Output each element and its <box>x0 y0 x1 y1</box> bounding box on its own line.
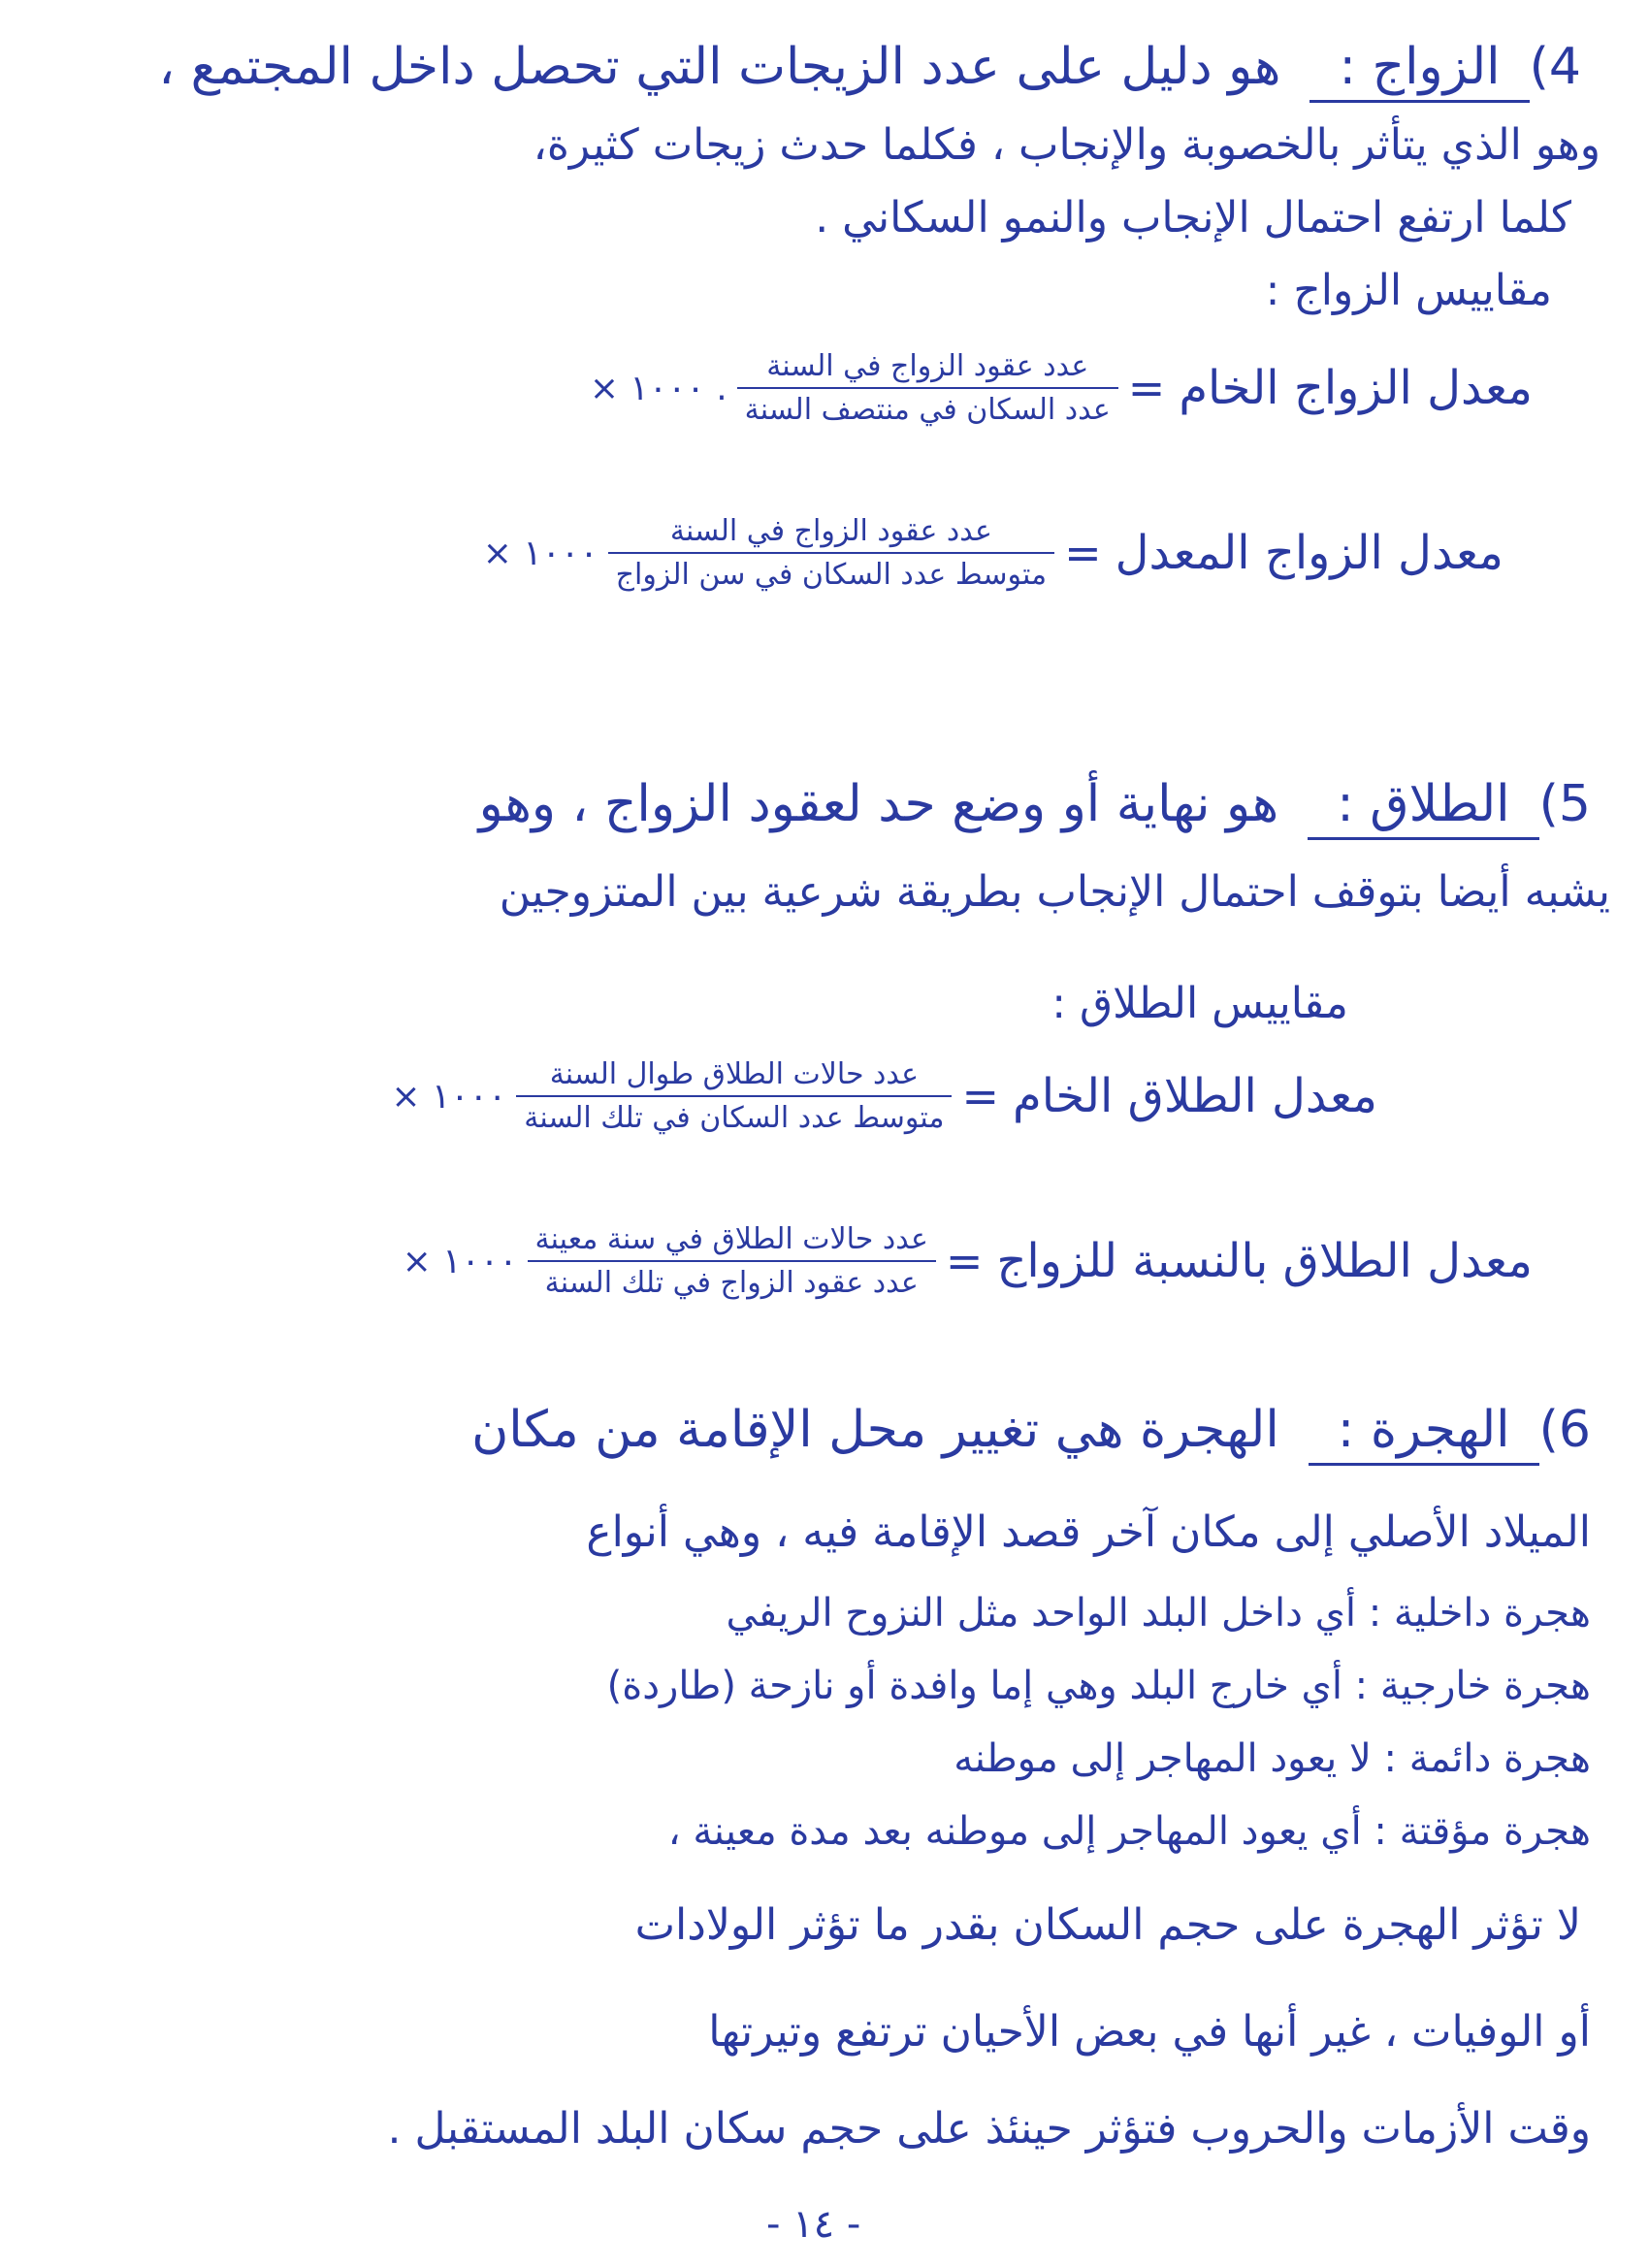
fraction-bar <box>516 1095 952 1097</box>
fraction <box>608 514 1054 592</box>
paragraph-line: لا تؤثر الهجرة على حجم السكان بقدر ما تؤثر الولادات <box>634 1900 1581 1950</box>
fraction-bar <box>737 387 1118 389</box>
formula-adjusted-marriage-rate <box>475 514 1504 592</box>
paragraph-line: يشبه أيضا بتوقف احتمال الإنجاب بطريقة شرعية بين المتزوجين <box>499 867 1610 917</box>
fraction <box>528 1222 936 1300</box>
section-title: الطلاق : <box>1308 775 1538 840</box>
section-number: 6) <box>1538 1401 1591 1459</box>
multiplier: × ١٠٠٠ . <box>589 368 728 408</box>
migration-type-item: هجرة دائمة : لا يعود المهاجر إلى موطنه <box>954 1736 1591 1781</box>
paragraph-line: كلما ارتفع احتمال الإنجاب والنمو السكاني . <box>815 193 1571 243</box>
section-text: هو نهاية أو وضع حد لعقود الزواج ، وهو <box>478 775 1279 833</box>
section-number: 5) <box>1538 775 1591 833</box>
section-text: هو دليل على عدد الزيجات التي تحصل داخل المجتمع ، <box>158 38 1281 96</box>
subheading-measures: مقاييس الطلاق : <box>1051 979 1348 1028</box>
formula-name: معدل الزواج الخام <box>1179 361 1533 415</box>
equals-sign: = <box>945 1235 984 1287</box>
section-text: الهجرة هي تغيير محل الإقامة من مكان <box>471 1401 1279 1459</box>
migration-type-item: هجرة مؤقتة : أي يعود المهاجر إلى موطنه بعد مدة معينة ، <box>667 1809 1591 1854</box>
formula-name: معدل الطلاق الخام <box>1013 1069 1377 1123</box>
equals-sign: = <box>1064 527 1102 579</box>
migration-type-item: هجرة خارجية : أي خارج البلد وهي إما وافدة أو نازحة (طاردة) <box>606 1664 1591 1708</box>
section-heading-divorce <box>479 776 1591 834</box>
section-title: الهجرة : <box>1309 1401 1539 1466</box>
formula-crude-divorce-rate <box>383 1057 1377 1135</box>
paragraph-line: وهو الذي يتأثر بالخصوبة والإنجاب ، فكلما حدث زيجات كثيرة، <box>533 120 1600 170</box>
fraction-denominator: عدد عقود الزواج في تلك السنة <box>544 1266 919 1300</box>
paragraph-line: وقت الأزمات والحروب فتؤثر حينئذ على حجم سكان البلد المستقبل . <box>387 2104 1591 2154</box>
formula-name: معدل الطلاق بالنسبة للزواج <box>996 1234 1533 1288</box>
formula-crude-marriage-rate <box>582 349 1533 427</box>
fraction-numerator: عدد عقود الزواج في السنة <box>766 349 1089 383</box>
section-number: 4) <box>1529 38 1581 96</box>
subheading-measures: مقاييس الزواج : <box>1265 266 1552 315</box>
fraction-bar <box>608 552 1054 554</box>
fraction-denominator: عدد السكان في منتصف السنة <box>744 393 1111 427</box>
fraction-denominator: متوسط عدد السكان في سن الزواج <box>615 558 1048 592</box>
paragraph-line: الميلاد الأصلي إلى مكان آخر قصد الإقامة فيه ، وهي أنواع <box>586 1507 1591 1557</box>
equals-sign: = <box>961 1070 1000 1122</box>
multiplier: × ١٠٠٠ <box>482 533 598 573</box>
page-number: - ١٤ - <box>766 2202 861 2247</box>
formula-divorce-to-marriage-rate <box>395 1222 1533 1300</box>
fraction-numerator: عدد حالات الطلاق طوال السنة <box>549 1057 920 1091</box>
fraction <box>516 1057 952 1135</box>
fraction-numerator: عدد حالات الطلاق في سنة معينة <box>534 1222 928 1256</box>
equals-sign: = <box>1127 362 1166 414</box>
fraction-denominator: متوسط عدد السكان في تلك السنة <box>524 1101 945 1135</box>
section-title: الزواج : <box>1310 38 1529 103</box>
formula-name: معدل الزواج المعدل <box>1115 526 1504 580</box>
paragraph-line: أو الوفيات ، غير أنها في بعض الأحيان ترتفع وتيرتها <box>708 2007 1591 2057</box>
fraction-bar <box>528 1260 936 1262</box>
migration-type-item: هجرة داخلية : أي داخل البلد الواحد مثل النزوح الريفي <box>726 1591 1591 1636</box>
fraction <box>737 349 1118 427</box>
multiplier: × ١٠٠٠ <box>391 1076 507 1117</box>
section-heading-migration <box>471 1402 1591 1460</box>
section-heading-marriage <box>158 39 1581 97</box>
fraction-numerator: عدد عقود الزواج في السنة <box>669 514 992 548</box>
multiplier: × ١٠٠٠ <box>402 1241 518 1281</box>
